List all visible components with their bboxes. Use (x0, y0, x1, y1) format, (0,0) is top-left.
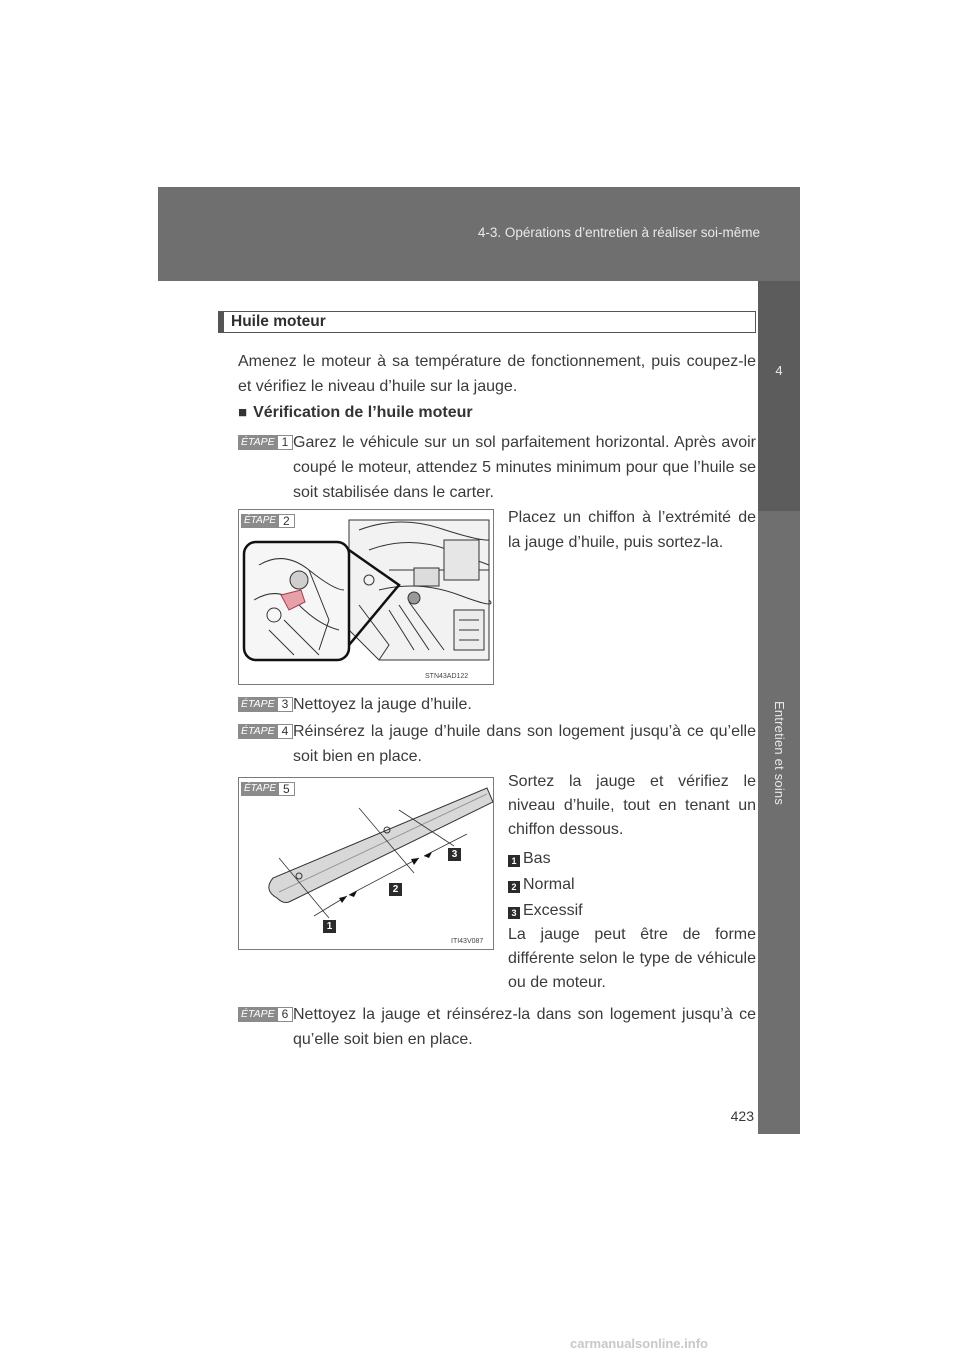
legend-key: 3 (508, 907, 520, 919)
step-4-text: Réinsérez la jauge d’huile dans son logement jusqu’à ce qu’elle soit bien en place. (293, 723, 756, 765)
legend-item-3 (508, 902, 583, 920)
step-number: 4 (278, 724, 294, 739)
dipstick-illustration (239, 778, 493, 949)
step-badge-3 (238, 697, 293, 712)
figure-code: ITI43V087 (451, 938, 484, 945)
callout-3: 3 (448, 848, 461, 861)
step-badge-4 (238, 724, 293, 739)
step-2-text: Placez un chiffon à l’extrémité de la jauge d’huile, puis sortez-la. (508, 509, 756, 551)
step-number: 2 (279, 514, 295, 528)
callout-2: 2 (389, 883, 402, 896)
step-label: ÉTAPE (238, 724, 278, 739)
step-label: ÉTAPE (241, 782, 279, 796)
step-label: ÉTAPE (238, 697, 278, 712)
figure-step-badge-2 (241, 514, 295, 528)
step-number: 1 (278, 435, 294, 450)
step-number: 5 (279, 782, 295, 796)
engine-figure (238, 509, 494, 685)
legend-key: 1 (508, 855, 520, 867)
legend-label: Excessif (523, 902, 583, 919)
section-header: 4-3. Opérations d’entretien à réaliser soi-même (477, 225, 760, 240)
bullet-square: ■ (238, 404, 248, 421)
figure-code: STN43AD122 (425, 673, 469, 680)
step-number: 3 (278, 697, 294, 712)
step-label: ÉTAPE (238, 435, 278, 450)
step-badge-1 (238, 435, 293, 450)
step-3-text: Nettoyez la jauge d’huile. (293, 696, 472, 713)
chapter-label: Entretien et soins (772, 701, 787, 806)
legend-item-2 (508, 876, 575, 894)
step-number: 6 (278, 1007, 294, 1022)
chapter-side-tab (758, 281, 800, 1134)
chapter-number-box (758, 281, 800, 511)
legend-key: 2 (508, 881, 520, 893)
subheading-text: Vérification de l’huile moteur (253, 404, 473, 421)
engine-illustration (239, 510, 493, 684)
header-band (158, 187, 800, 281)
dipstick-figure (238, 777, 494, 950)
subheading (238, 404, 473, 422)
legend-label: Bas (523, 850, 551, 867)
intro-paragraph: Amenez le moteur à sa température de fonctionnement, puis coupez-le et vérifiez le niveau d’huile sur la jauge. (238, 353, 756, 395)
page-number: 423 (730, 1108, 754, 1124)
watermark: carmanualsonline.info (570, 1336, 708, 1351)
step-5-text: Sortez la jauge et vérifiez le niveau d’huile, tout en tenant un chiffon dessous. (508, 773, 756, 838)
callout-1: 1 (323, 920, 336, 933)
step-label: ÉTAPE (238, 1007, 278, 1022)
legend-item-1 (508, 850, 551, 868)
step-label: ÉTAPE (241, 514, 279, 528)
step-1-text: Garez le véhicule sur un sol parfaitement horizontal. Après avoir coupé le moteur, attendez 5 minutes minimum pour que l’huile se soit stabilisée dans le carter. (293, 434, 756, 501)
note-text: La jauge peut être de forme différente selon le type de véhicule ou de moteur. (508, 926, 756, 991)
legend-label: Normal (523, 876, 575, 893)
step-6-text: Nettoyez la jauge et réinsérez-la dans son logement jusqu’à ce qu’elle soit bien en place. (293, 1006, 756, 1048)
figure-step-badge-5 (241, 782, 295, 796)
page-title: Huile moteur (218, 311, 756, 333)
step-badge-6 (238, 1007, 293, 1022)
chapter-number: 4 (775, 363, 783, 378)
